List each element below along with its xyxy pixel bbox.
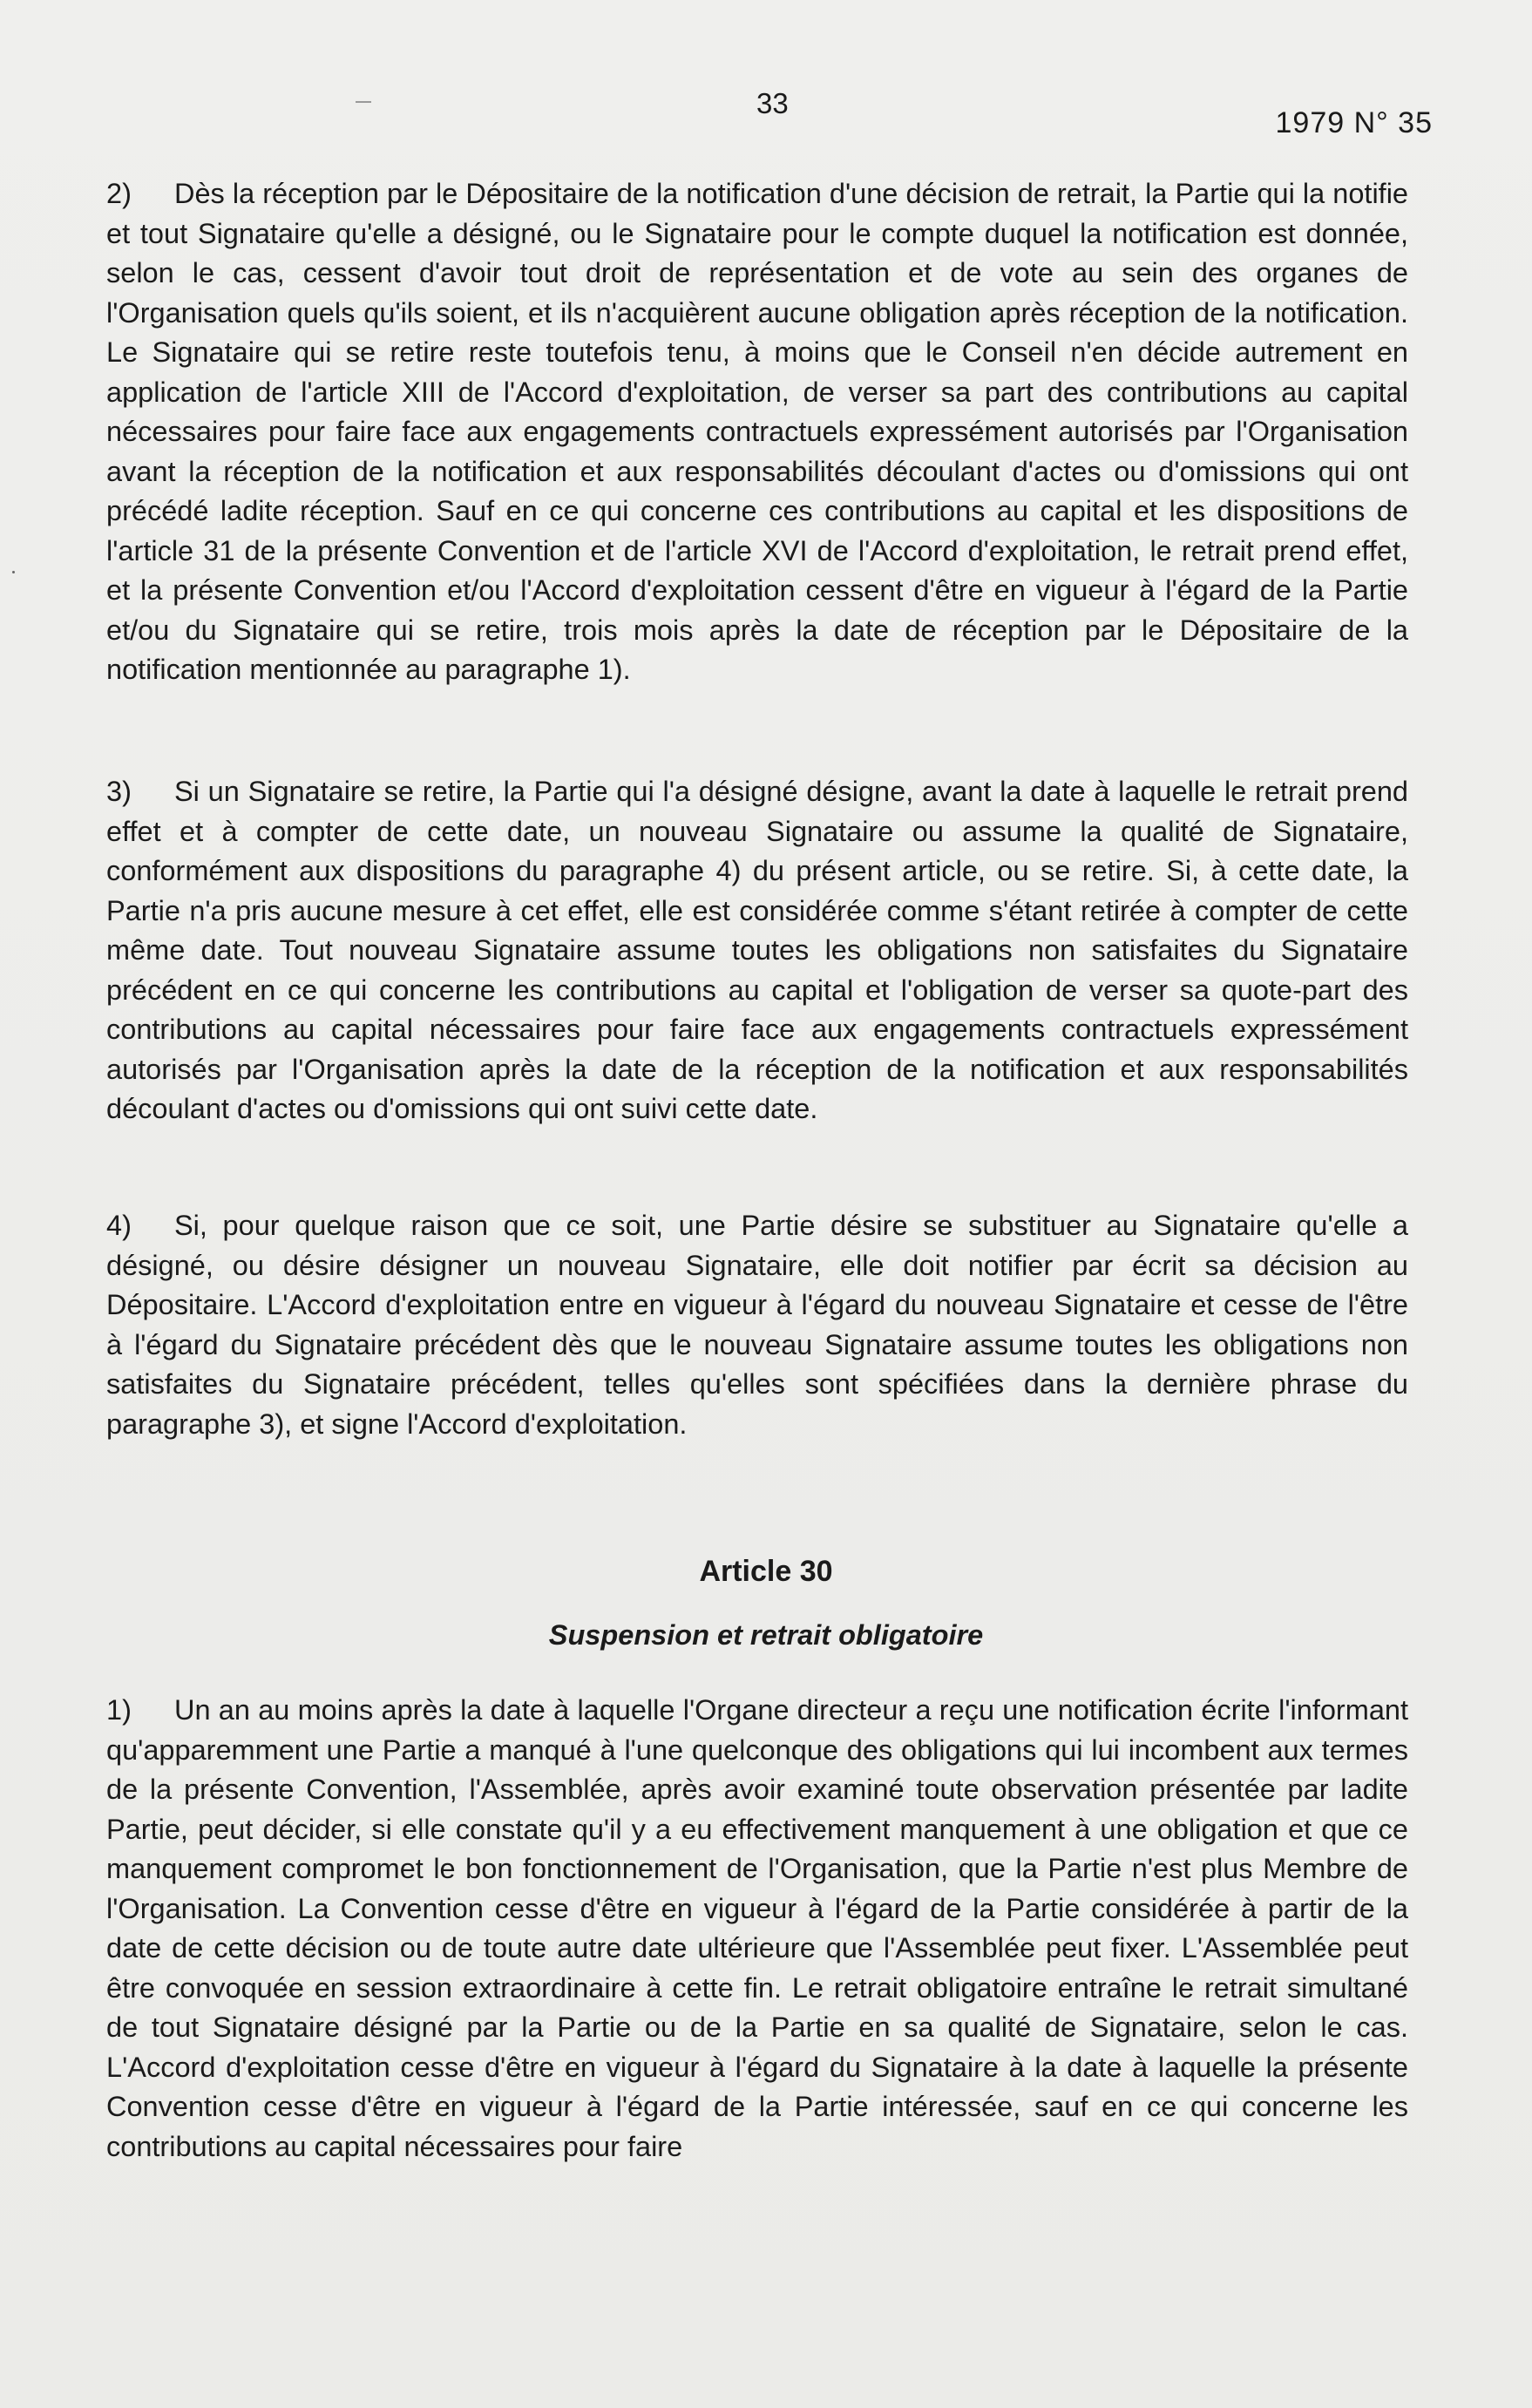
paragraph-2 xyxy=(106,174,1408,690)
paragraph-number: 1) xyxy=(106,1694,132,1726)
paragraph-text: Si un Signataire se retire, la Partie qui l'a désigné désigne, avant la date à laquelle le retrait prend effet et à compter de cette date, un nouveau Signataire ou assume la qualité de Signataire, conformément aux dispositions du paragraphe 4) du présent article, ou se retire. Si, à cette date, la Partie n'a pris aucune mesure à cet effet, elle est considérée comme s'étant retirée à compter de cette même date. Tout nouveau Signataire assume toutes les obligations non satisfaites du Signataire précédent en ce qui concerne les contributions au capital et l'obligation de verser sa quote-part des contributions au capital nécessaires pour faire face aux engagements contractuels expressément autorisés par l'Organisation après la date de la réception de la notification et aux responsabilités découlant d'actes ou d'omissions qui ont suivi cette date. xyxy=(106,776,1408,1124)
paragraph-text: Un an au moins après la date à laquelle l'Organe directeur a reçu une notification écrite l'informant qu'apparemment une Partie a manqué à l'une quelconque des obligations qui lui incombent aux termes de la présente Convention, l'Assemblée, après avoir examiné toute observation présentée par ladite Partie, peut décider, si elle constate qu'il y a eu effectivement manquement à une obligation et que ce manquement compromet le bon fonctionnement de l'Organisation, que la Partie n'est plus Membre de l'Organisation. La Convention cesse d'être en vigueur à l'égard de la Partie considérée à partir de la date de cette décision ou de toute autre date ultérieure que l'Assemblée peut fixer. L'Assemblée peut être convoquée en session extraordinaire à cette fin. Le retrait obligatoire entraîne le retrait simultané de tout Signataire désigné par la Partie ou de la Partie en sa qualité de Signataire, selon le cas. L'Accord d'exploitation cesse d'être en vigueur à l'égard du Signataire à la date à laquelle la présente Convention cesse d'être en vigueur à l'égard de la Partie intéressée, sauf en ce qui concerne les contributions au capital nécessaires pour faire xyxy=(106,1694,1408,2162)
page-number: 33 xyxy=(756,87,789,119)
paragraph-number: 3) xyxy=(106,776,132,807)
scan-speck xyxy=(12,571,15,573)
article-30-paragraph-1 xyxy=(106,1691,1408,2167)
article-title: Article 30 xyxy=(699,1555,833,1588)
year-reference: 1979 N° 35 xyxy=(1275,106,1433,139)
paragraph-number: 4) xyxy=(106,1210,132,1241)
scan-mark xyxy=(356,101,371,103)
paragraph-4 xyxy=(106,1206,1408,1444)
paragraph-3 xyxy=(106,772,1408,1129)
article-subtitle: Suspension et retrait obligatoire xyxy=(548,1619,984,1651)
paragraph-text: Si, pour quelque raison que ce soit, une Partie désire se substituer au Signataire qu'elle a désigné, ou désire désigner un nouveau Signataire, elle doit notifier par écrit sa décision au Dépositaire. L'Accord d'exploitation entre en vigueur à l'égard du nouveau Signataire et cesse de l'être à l'égard du Signataire précédent dès que le nouveau Signataire assume toutes les obligations non satisfaites du Signataire précédent, telles qu'elles sont spécifiées dans la dernière phrase du paragraphe 3), et signe l'Accord d'exploitation. xyxy=(106,1210,1408,1440)
paragraph-text: Dès la réception par le Dépositaire de la notification d'une décision de retrait, la Partie qui la notifie et tout Signataire qu'elle a désigné, ou le Signataire pour le compte duquel la notification est donnée, selon le cas, cessent d'avoir tout droit de représentation et de vote au sein des organes de l'Organisation quels qu'ils soient, et ils n'acquièrent aucune obligation après réception de la notification. Le Signataire qui se retire reste toutefois tenu, à moins que le Conseil n'en décide autrement en application de l'article XIII de l'Accord d'exploitation, de verser sa part des contributions au capital nécessaires pour faire face aux engagements contractuels expressément autorisés par l'Organisation avant la réception de la notification et aux responsabilités découlant d'actes ou d'omissions qui ont précédé ladite réception. Sauf en ce qui concerne ces contributions au capital et les dispositions de l'article 31 de la présente Convention et de l'article XVI de l'Accord d'exploitation, le retrait prend effet, et la présente Convention et/ou l'Accord d'exploitation cessent d'être en vigueur à l'égard de la Partie et/ou du Signataire qui se retire, trois mois après la date de réception par le Dépositaire de la notification mentionnée au paragraphe 1). xyxy=(106,178,1408,685)
paragraph-number: 2) xyxy=(106,178,132,209)
